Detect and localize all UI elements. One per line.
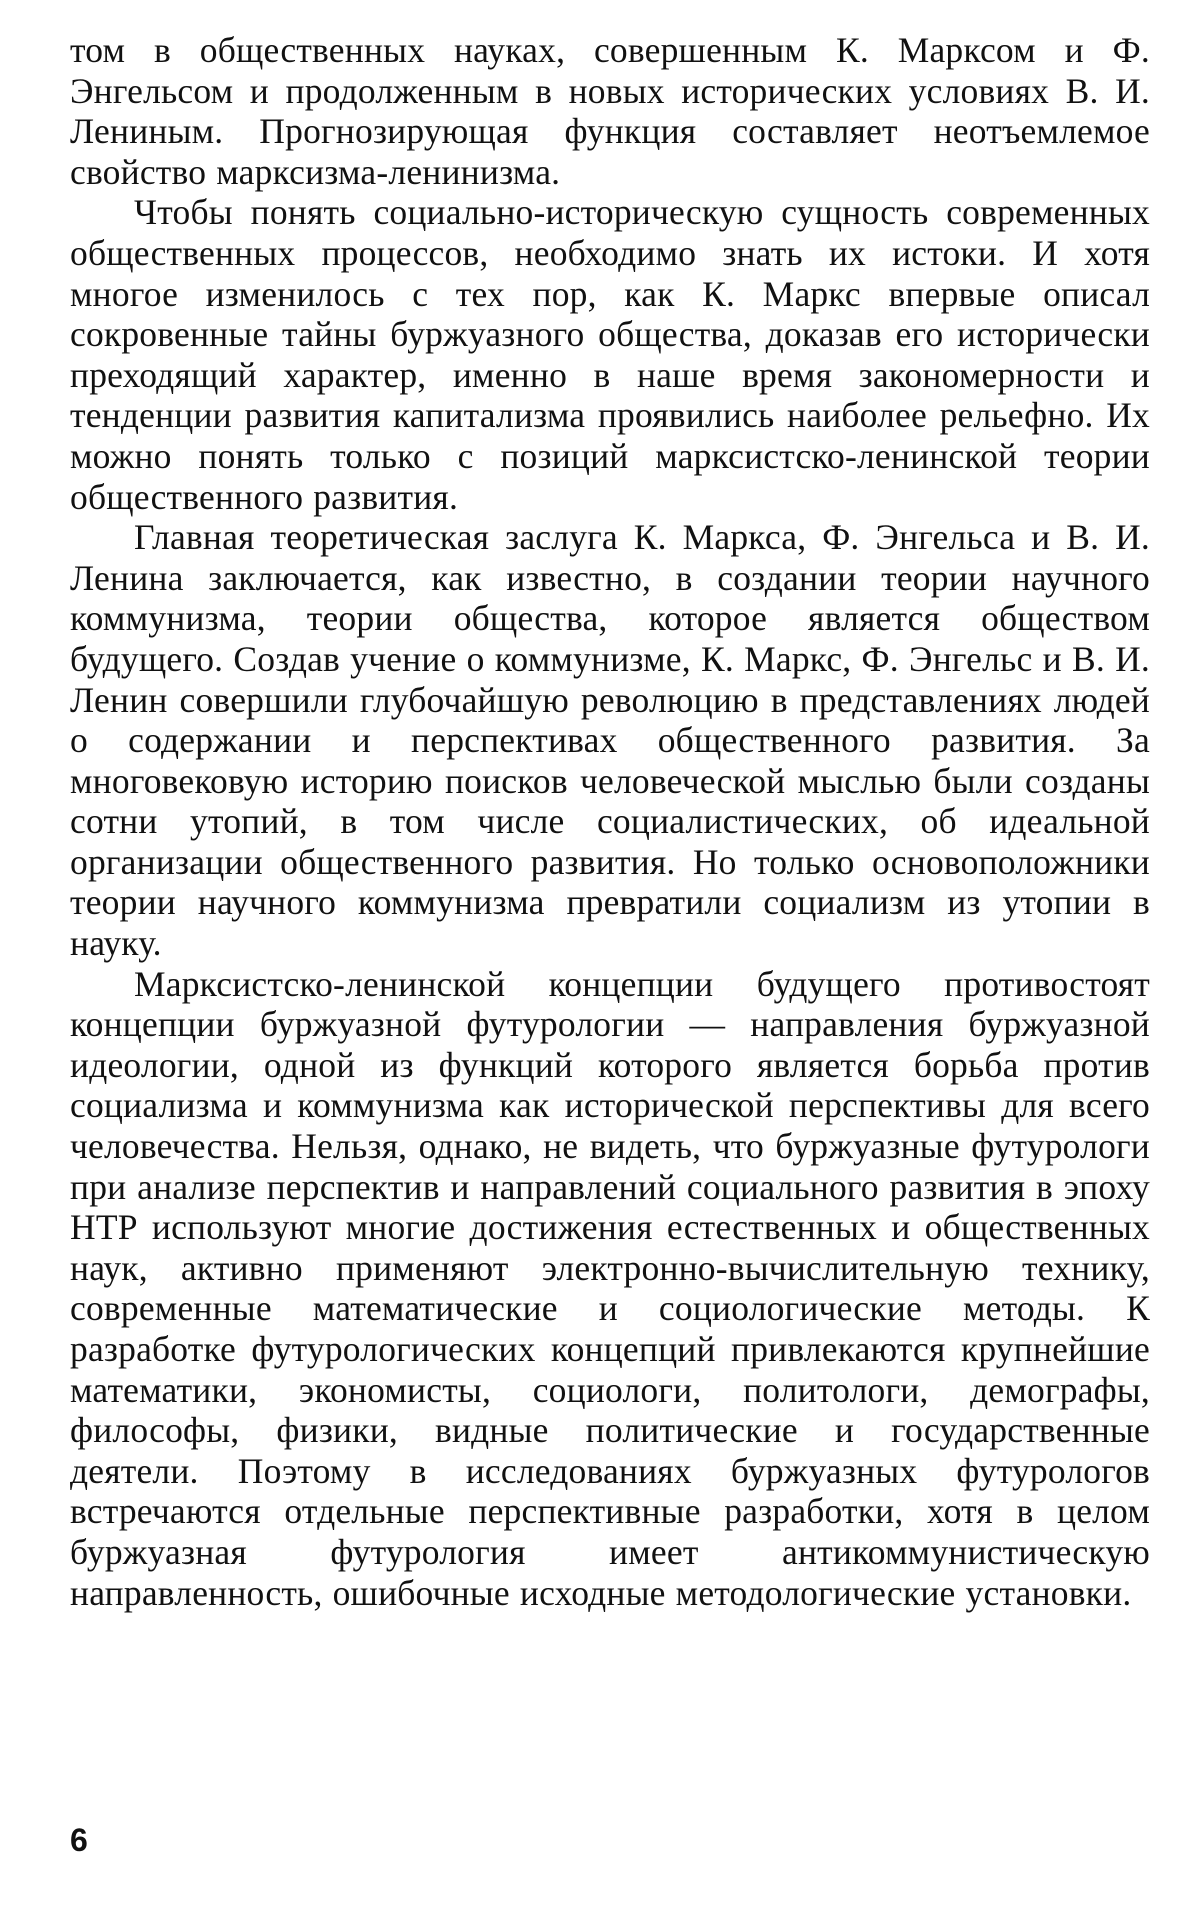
paragraph-continuation: том в общественных науках, совершенным К. Марксом и Ф. Энгельсом и продолженным в новых исторических условиях В. И. Лениным. Прогнозирующая функция составляет неотъемлемое свойство марксизма-ленинизма. xyxy=(70,30,1150,192)
page-number: 6 xyxy=(70,1822,88,1858)
body-text xyxy=(70,30,1150,1613)
paragraph-bourgeois-futurology: Марксистско-ленинской концепции будущего противостоят концепции буржуазной футурологии — направления буржуазной идеологии, одной из функций которого является борьба против социализма и коммунизма как исторической перспективы для всего человечества. Нельзя, однако, не видеть, что буржуазные футурологи при анализе перспектив и направлений социального развития в эпоху НТР используют многие достижения естественных и общественных наук, активно применяют электронно-вычислительную технику, современные математические и социологические методы. К разработке футурологических концепций привлекаются крупнейшие математики, экономисты, социологи, политологи, демографы, философы, физики, видные политические и государственные деятели. Поэтому в исследованиях буржуазных футурологов встречаются отдельные перспективные разработки, хотя в целом буржуазная футурология имеет антикоммунистическую направленность, ошибочные исходные методологические установки. xyxy=(70,963,1150,1613)
paragraph-scientific-communism: Главная теоретическая заслуга К. Маркса, Ф. Энгельса и В. И. Ленина заключается, как известно, в создании теории научного коммунизма, теории общества, которое является обществом будущего. Создав учение о коммунизме, К. Маркс, Ф. Энгельс и В. И. Ленин совершили глубочайшую революцию в представлениях людей о содержании и перспективах общественного развития. За многовековую историю поисков человеческой мыслью были созданы сотни утопий, в том числе социалистических, об идеальной организации общественного развития. Но только основоположники теории научного коммунизма превратили социализм из утопии в науку. xyxy=(70,517,1150,964)
paragraph-social-historical-essence: Чтобы понять социально-историческую сущность современных общественных процессов, необходимо знать их истоки. И хотя многое изменилось с тех пор, как К. Маркс впервые описал сокровенные тайны буржуазного общества, доказав его исторически преходящий характер, именно в наше время закономерности и тенденции развития капитализма проявились наиболее рельефно. Их можно понять только с позиций марксистско-ленинской теории общественного развития. xyxy=(70,192,1150,517)
